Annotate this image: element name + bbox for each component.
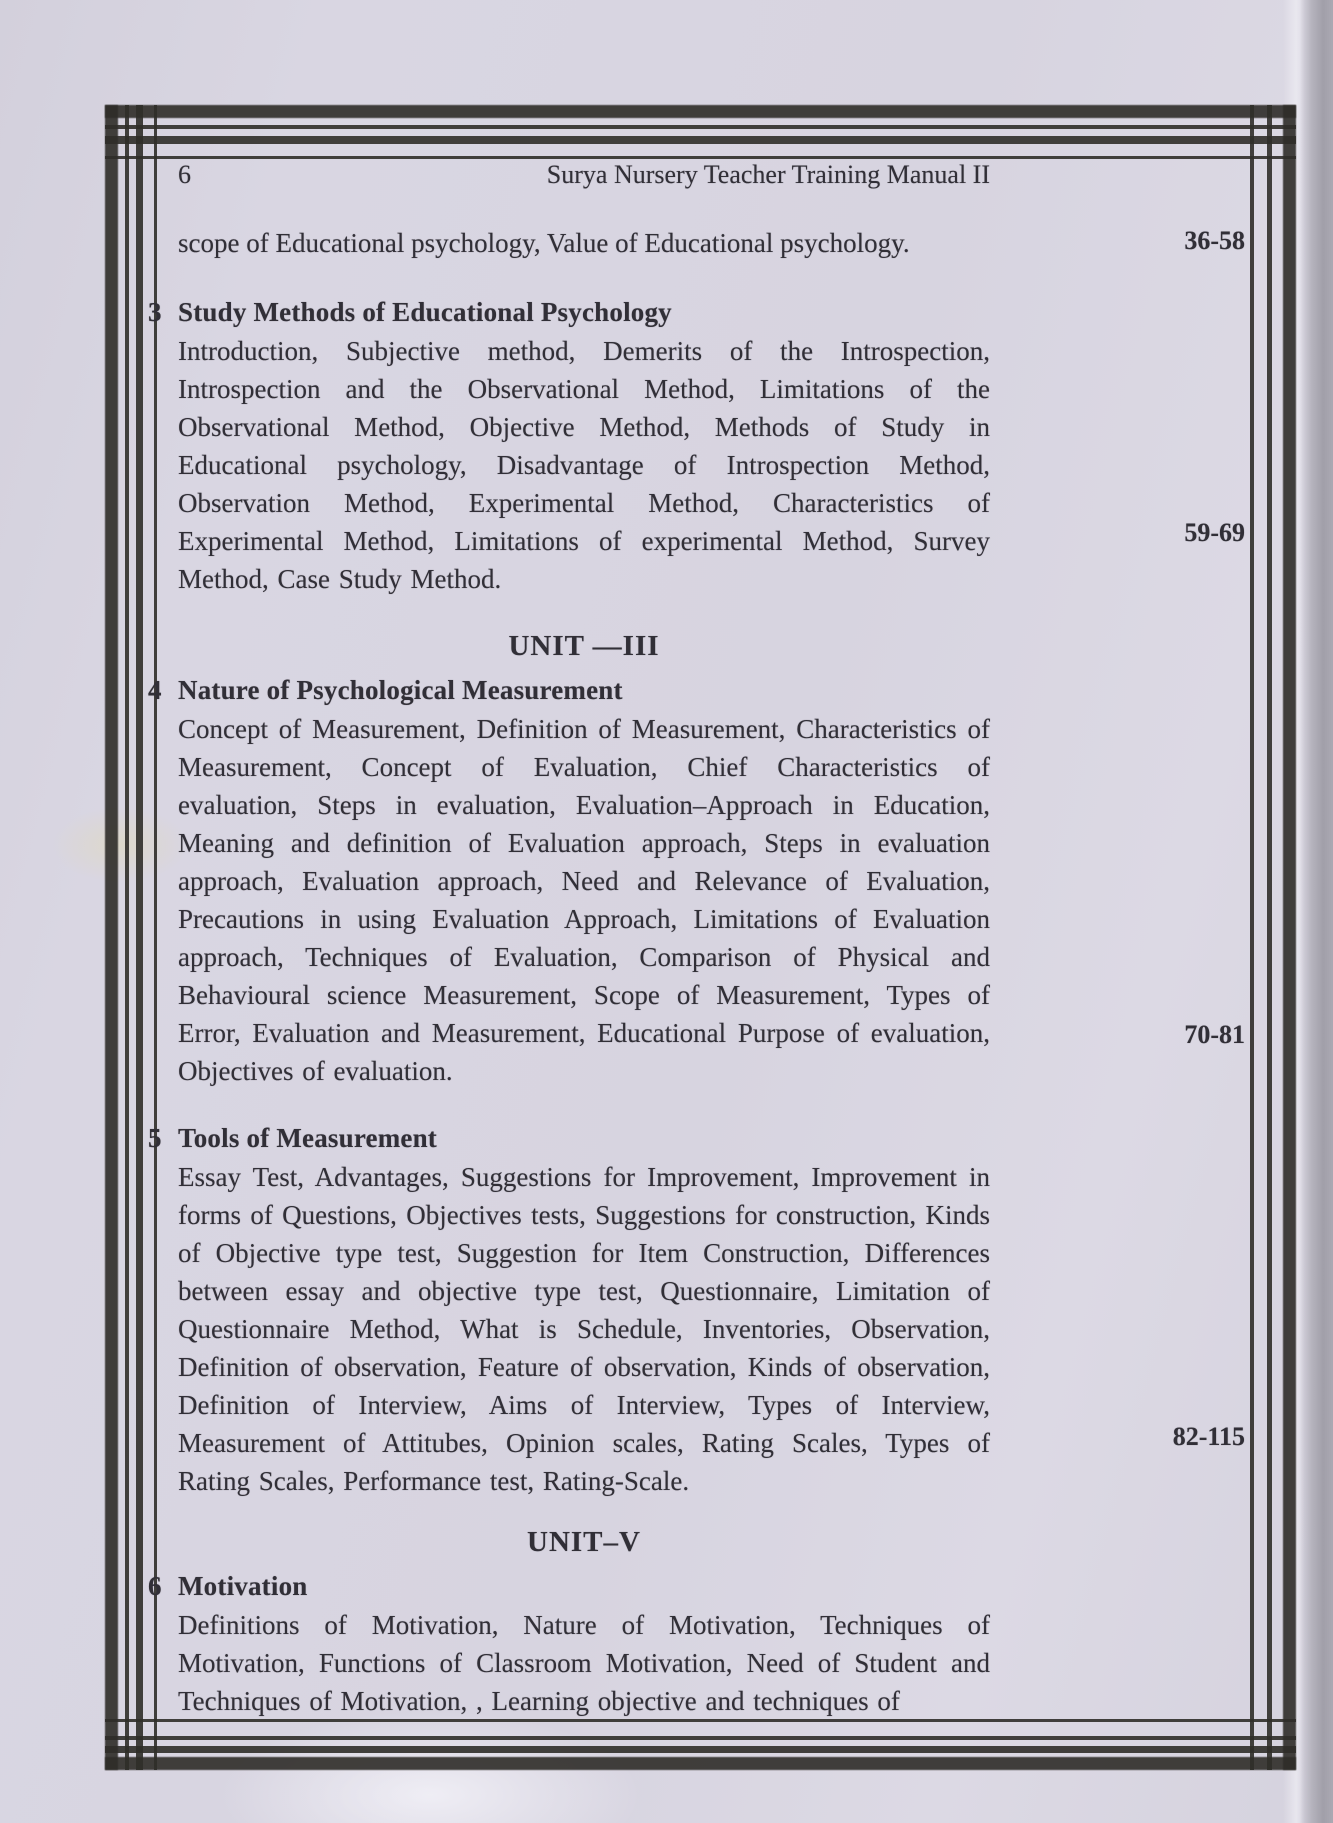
toc-entry-3 [148,292,990,598]
border-line-left-inner [154,105,157,1770]
toc-entry-5 [148,1118,990,1500]
entry-title-text: Study Methods of Educational Psychology [178,297,672,327]
entry-number: 6 [148,1571,162,1601]
entry-number: 4 [148,675,162,705]
border-line-bottom-outer [105,1757,1296,1770]
border-line-right-outer [1283,105,1296,1770]
border-line-left-3 [136,105,143,1770]
entry-title [148,1566,990,1606]
border-line-top-2 [105,125,1296,129]
entry-number: 5 [148,1123,162,1153]
border-line-right-2 [1267,105,1272,1770]
entry-number: 3 [148,297,162,327]
entry-description: Concept of Measurement, Definition of Measurement, Characteristics of Measurement, Concept of Evaluation, Chief Characteristics of evaluation, Steps in evaluation, Evaluation–Approach in Education, Meaning and definition of Evaluation approach, Steps in evaluation approach, Evaluation approach, Need and Relevance of Evaluation, Precautions in using Evaluation Approach, Limitations of Evaluation approach, Techniques of Evaluation, Comparison of Physical and Behavioural science Measurement, Scope of Measurement, Types of Error, Evaluation and Measurement, Educational Purpose of evaluation, Objectives of evaluation. [178,714,990,1086]
page-number: 6 [178,160,191,189]
page-header [178,160,990,190]
border-line-right-inner [1250,105,1254,1770]
toc-continuation-text: scope of Educational psychology, Value of Educational psychology. [178,228,910,258]
entry-title [148,292,990,332]
entry-description: Introduction, Subjective method, Demerits of the Introspection, Introspection and the Observational Method, Limitations of the Observational Method, Objective Method, Methods of Study in Educational psychology, Disadvantage of Introspection Method, Observation Method, Experimental Method, Characteristics of Experimental Method, Limitations of experimental Method, Survey Method, Case Study Method. [178,336,990,594]
border-line-left-2 [125,105,129,1770]
border-line-bottom-3 [105,1736,1296,1740]
border-line-left-outer [105,105,118,1770]
border-line-bottom-2 [105,1746,1296,1753]
entry-title [148,670,990,710]
border-line-top-outer [105,105,1296,118]
entry-title-text: Motivation [178,1571,308,1601]
running-title: Surya Nursery Teacher Training Manual II [546,160,990,189]
page-range: 36-58 [1184,226,1245,255]
border-line-top-3 [105,136,1296,144]
entry-description: Essay Test, Advantages, Suggestions for Improvement, Improvement in forms of Questions, Objectives tests, Suggestions for construction, Kinds of Objective type test, Suggestion for Item Construction, Differences between essay and objective type test, Questionnaire, Limitation of Questionnaire Method, What is Schedule, Inventories, Observation, Definition of observation, Feature of observation, Kinds of observation, Definition of Interview, Aims of Interview, Types of Interview, Measurement of Attitubes, Opinion scales, Rating Scales, Types of Rating Scales, Performance test, Rating-Scale. [178,1162,990,1496]
scan-edge-strip [1300,0,1333,1823]
entry-description: Definitions of Motivation, Nature of Motivation, Techniques of Motivation, Functions of Classroom Motivation, Need of Student and Techniques of Motivation, , Learning objective and techniques of [178,1610,990,1716]
entry-title-text: Tools of Measurement [178,1123,437,1153]
unit-heading-3: UNIT —III [508,630,660,662]
page-range: 82-115 [1172,1422,1245,1451]
border-line-top-inner [105,156,1296,159]
toc-entry-6 [148,1566,990,1720]
page-range: 70-81 [1184,1020,1245,1049]
unit-heading-5: UNIT–V [527,1526,641,1558]
entry-title [148,1118,990,1158]
page-range: 59-69 [1184,518,1245,547]
toc-entry-4 [148,670,990,1090]
entry-title-text: Nature of Psychological Measurement [178,675,623,705]
